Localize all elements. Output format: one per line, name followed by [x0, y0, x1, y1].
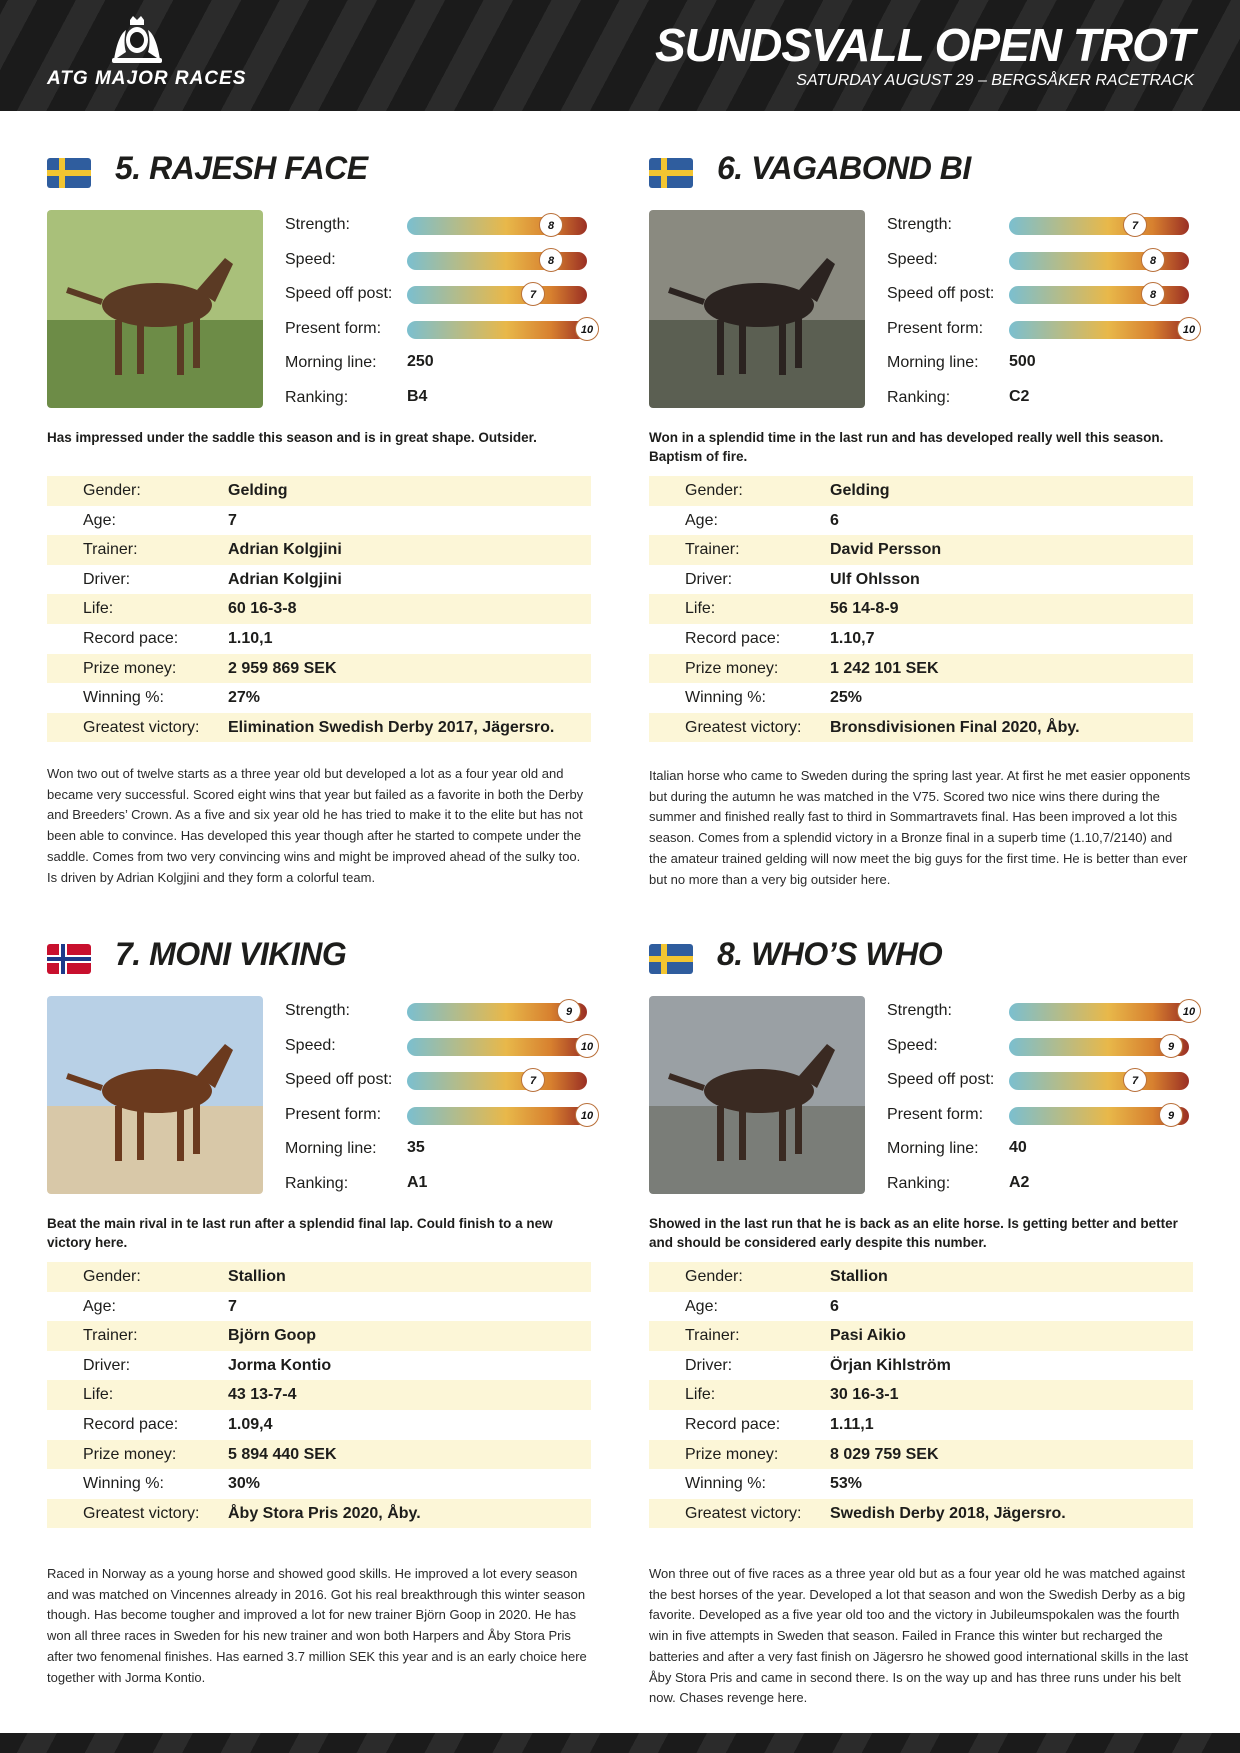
fact-value: 6	[830, 1297, 839, 1315]
fact-row-winning-pct	[47, 683, 591, 713]
horse-name-row	[47, 150, 591, 198]
fact-value: Björn Goop	[228, 1327, 316, 1345]
fact-label: Winning %:	[685, 1475, 766, 1493]
rating-label: Strength:	[887, 1002, 952, 1019]
rating-label: Present form:	[285, 1105, 382, 1123]
rating-bar	[1009, 1038, 1189, 1056]
fact-row-greatest-victory	[649, 1499, 1193, 1529]
fact-label: Gender:	[83, 482, 141, 499]
horse-name-row	[649, 936, 1193, 984]
fact-label: Prize money:	[83, 659, 177, 677]
fact-row-trainer	[649, 535, 1193, 565]
fact-value: 53%	[830, 1475, 863, 1493]
fact-value: 30%	[228, 1475, 261, 1493]
morning-line-value: 35	[407, 1139, 425, 1156]
fact-label: Greatest victory:	[685, 718, 802, 736]
fact-row-winning-pct	[649, 1469, 1193, 1499]
ranking-value: A2	[1009, 1173, 1030, 1191]
horse-summary: Has impressed under the saddle this season and is in great shape. Outsider.	[47, 430, 537, 445]
fact-label: Record pace:	[685, 629, 781, 647]
fact-value: 43 13-7-4	[228, 1386, 297, 1404]
fact-label: Age:	[685, 511, 718, 529]
fact-row-driver	[47, 565, 591, 595]
fact-row-greatest-victory	[649, 713, 1193, 743]
morning-line-label: Morning line:	[285, 354, 377, 371]
fact-row-age	[649, 506, 1193, 536]
rating-bar	[407, 217, 587, 235]
fact-row-record-pace	[649, 1410, 1193, 1440]
fact-label: Life:	[685, 1386, 716, 1404]
fact-label: Trainer:	[83, 1327, 138, 1345]
ratings-panel	[285, 996, 594, 1203]
fact-value: Stallion	[830, 1268, 888, 1285]
rating-bar	[407, 1107, 594, 1125]
fact-row-greatest-victory	[47, 713, 591, 743]
fact-row-record-pace	[649, 624, 1193, 654]
fact-value: 56 14-8-9	[830, 600, 899, 618]
fact-row-driver	[47, 1351, 591, 1381]
fact-label: Record pace:	[685, 1415, 781, 1433]
rating-label: Present form:	[887, 1105, 984, 1123]
fact-value: Bronsdivisionen Final 2020, Åby.	[830, 718, 1080, 736]
fact-value: 8 029 759 SEK	[830, 1445, 939, 1463]
fact-value: Adrian Kolgjini	[228, 570, 342, 588]
horse-summary: Won in a splendid time in the last run and has developed really well this season. Baptism of fire.	[649, 430, 1164, 464]
horse-description: Raced in Norway as a young horse and showed good skills. He improved a lot every season and was matched on Vincennes already in 2016. Got his real breakthrough this winter season though. Has become tougher and improved a lot for new trainer Björn Goop in 2020. He has won all three races in Sweden for his new trainer and won both Harpers and Åby Stora Pris after two fenomenal finishes. Has earned 3.7 million SEK this year and is an early choice here together with Jorma Kontio.	[47, 1566, 587, 1685]
page-header	[0, 0, 1240, 111]
rating-value: 10	[575, 1034, 599, 1058]
fact-label: Driver:	[685, 1356, 733, 1374]
fact-value: Swedish Derby 2018, Jägersro.	[830, 1504, 1066, 1522]
fact-label: Age:	[83, 1297, 116, 1315]
fact-row-age	[47, 506, 591, 536]
fact-value: 60 16-3-8	[228, 600, 297, 618]
ratings-panel	[887, 996, 1196, 1203]
horse-name: 5. RAJESH FACE	[115, 150, 368, 186]
fact-row-trainer	[47, 1321, 591, 1351]
rating-value: 10	[1177, 317, 1201, 341]
fact-value: 1 242 101 SEK	[830, 659, 939, 677]
fact-value: Stallion	[228, 1268, 286, 1285]
fact-row-record-pace	[47, 624, 591, 654]
fact-label: Life:	[83, 600, 114, 618]
fact-value: Åby Stora Pris 2020, Åby.	[228, 1504, 421, 1522]
horse-summary: Beat the main rival in te last run after a splendid final lap. Could finish to a new victory here.	[47, 1216, 553, 1250]
fact-label: Greatest victory:	[83, 718, 200, 736]
rating-label: Strength:	[285, 1002, 350, 1019]
event-title: SUNDSVALL OPEN TROT	[655, 19, 1194, 71]
rating-label: Speed off post:	[887, 1071, 995, 1088]
morning-line-value: 500	[1009, 353, 1036, 370]
ranking-label: Ranking:	[285, 1174, 349, 1192]
rating-bar	[407, 252, 587, 270]
morning-line-value: 250	[407, 353, 434, 370]
sweden-flag-icon	[649, 944, 693, 974]
rating-bar	[1009, 286, 1189, 304]
rating-bar	[1009, 321, 1196, 339]
fact-value: Pasi Aikio	[830, 1327, 906, 1345]
rating-speed-off-post	[285, 1065, 591, 1100]
fact-value: Gelding	[830, 482, 890, 499]
horse-summary: Showed in the last run that he is back as an elite horse. Is getting better and better and should be considered early despite this number.	[649, 1216, 1178, 1250]
rating-strength	[285, 210, 591, 245]
rating-speed	[285, 1031, 594, 1066]
fact-label: Prize money:	[685, 659, 779, 677]
rating-speed-off-post	[285, 279, 591, 314]
horse-description: Won three out of five races as a three year old but as a four year old he was matched against the best horses of the year. Developed a lot that season and won the Swedish Derby as a big favorite. Developed as a five year old too and the victory in Jubileumspokalen was the fourth win in five attempts in Sweden that season. Failed in France this winter but recharged the batteries and after a very fast finish on Jägersro he showed good international skills in the last Åby Stora Pris and came in second there. Is on the way up and has three runs under his belt now. Chases revenge here.	[649, 1566, 1189, 1706]
horse-name: 8. WHO’S WHO	[717, 936, 943, 972]
fact-label: Driver:	[83, 1356, 131, 1374]
rating-value: 9	[1159, 1034, 1183, 1058]
horse-name: 6. VAGABOND BI	[717, 150, 971, 186]
fact-label: Age:	[685, 1297, 718, 1315]
horse-name: 7. MONI VIKING	[115, 936, 347, 972]
fact-label: Age:	[83, 511, 116, 529]
rating-present-form	[285, 314, 594, 349]
fact-row-trainer	[649, 1321, 1193, 1351]
rating-label: Speed:	[285, 250, 336, 268]
rating-value: 8	[539, 213, 563, 237]
fact-value: 30 16-3-1	[830, 1386, 899, 1404]
rating-bar	[407, 1003, 587, 1021]
rating-strength	[887, 996, 1196, 1031]
fact-label: Greatest victory:	[83, 1504, 200, 1522]
morning-line-row	[285, 1134, 591, 1169]
fact-label: Gender:	[685, 1268, 743, 1285]
fact-value: 5 894 440 SEK	[228, 1445, 337, 1463]
rating-speed	[887, 245, 1193, 280]
ranking-label: Ranking:	[887, 1174, 951, 1192]
fact-row-prize-money	[649, 1440, 1193, 1470]
horse-facts-table	[47, 476, 591, 742]
rating-value: 8	[539, 248, 563, 272]
fact-value: Jorma Kontio	[228, 1356, 332, 1374]
rating-bar	[1009, 1072, 1189, 1090]
ranking-row	[887, 1169, 1193, 1204]
fact-value: 6	[830, 511, 839, 529]
morning-line-value: 40	[1009, 1139, 1027, 1156]
horse-name-row	[47, 936, 591, 984]
fact-value: David Persson	[830, 541, 942, 559]
fact-label: Prize money:	[83, 1445, 177, 1463]
fact-value: 25%	[830, 689, 863, 707]
rating-value: 7	[521, 282, 545, 306]
fact-value: Adrian Kolgjini	[228, 541, 342, 559]
fact-value: 2 959 869 SEK	[228, 659, 337, 677]
fact-row-prize-money	[47, 1440, 591, 1470]
rating-bar	[1009, 1107, 1189, 1125]
fact-row-gender	[649, 1262, 1193, 1292]
morning-line-row	[887, 1134, 1193, 1169]
rating-label: Speed:	[887, 250, 938, 268]
fact-row-age	[649, 1292, 1193, 1322]
rating-value: 7	[1123, 213, 1147, 237]
morning-line-label: Morning line:	[887, 1140, 979, 1157]
morning-line-label: Morning line:	[285, 1140, 377, 1157]
rating-present-form	[285, 1100, 594, 1135]
rating-label: Speed off post:	[285, 1071, 393, 1088]
rating-label: Present form:	[285, 319, 382, 337]
rating-speed-off-post	[887, 1065, 1193, 1100]
horse-photo	[649, 996, 865, 1194]
rating-value: 9	[1159, 1103, 1183, 1127]
rating-strength	[285, 996, 591, 1031]
fact-value: Örjan Kihlström	[830, 1356, 951, 1374]
horse-description: Won two out of twelve starts as a three year old but developed a lot as a four year old and became very successful. Scored eight wins that year but failed as a favorite in both the Derby and Breeders’ Crown. As a five and six year old he has tried to make it to the elite but has not been able to convince. Has developed this year though after he started to compete under the saddle. Comes from two very convincing wins and might be improved ahead of the sulky too. Is driven by Adrian Kolgjini and they form a colorful team.	[47, 766, 584, 885]
fact-row-winning-pct	[649, 683, 1193, 713]
rating-bar	[1009, 252, 1189, 270]
fact-row-greatest-victory	[47, 1499, 591, 1529]
fact-label: Winning %:	[83, 1475, 164, 1493]
footer-bar	[0, 1733, 1240, 1753]
horse-facts-table	[47, 1262, 591, 1528]
morning-line-row	[887, 348, 1193, 383]
ranking-row	[285, 383, 591, 418]
fact-label: Life:	[685, 600, 716, 618]
fact-value: Elimination Swedish Derby 2017, Jägersro.	[228, 718, 555, 736]
fact-value: 1.11,1	[830, 1415, 874, 1433]
fact-value: 1.10,1	[228, 629, 273, 647]
rating-label: Strength:	[285, 216, 350, 233]
morning-line-row	[285, 348, 591, 383]
ratings-panel	[285, 210, 594, 417]
event-subtitle: SATURDAY AUGUST 29 – BERGSÅKER RACETRACK	[796, 72, 1194, 89]
fact-row-life	[649, 594, 1193, 624]
logo-text: ATG MAJOR RACES	[47, 68, 247, 89]
fact-row-life	[649, 1380, 1193, 1410]
rating-label: Strength:	[887, 216, 952, 233]
norway-flag-icon	[47, 944, 91, 974]
sweden-flag-icon	[47, 158, 91, 188]
ranking-label: Ranking:	[285, 388, 349, 406]
rating-speed-off-post	[887, 279, 1193, 314]
rating-speed	[285, 245, 591, 280]
fact-label: Trainer:	[685, 1327, 740, 1345]
atg-logo	[47, 16, 247, 96]
ranking-row	[887, 383, 1193, 418]
fact-value: 1.09,4	[228, 1415, 273, 1433]
morning-line-label: Morning line:	[887, 354, 979, 371]
fact-row-gender	[47, 476, 591, 506]
rating-label: Speed:	[887, 1036, 938, 1054]
fact-row-gender	[649, 476, 1193, 506]
rating-bar	[1009, 217, 1189, 235]
rating-present-form	[887, 1100, 1193, 1135]
fact-value: 7	[228, 1297, 237, 1315]
fact-label: Greatest victory:	[685, 1504, 802, 1522]
fact-label: Record pace:	[83, 1415, 179, 1433]
fact-label: Life:	[83, 1386, 114, 1404]
rating-value: 10	[1177, 999, 1201, 1023]
rating-bar	[407, 1038, 594, 1056]
fact-row-prize-money	[47, 654, 591, 684]
rating-value: 8	[1141, 282, 1165, 306]
fact-row-record-pace	[47, 1410, 591, 1440]
horse-photo	[47, 996, 263, 1194]
horse-facts-table	[649, 476, 1193, 742]
fact-label: Driver:	[83, 570, 131, 588]
fact-row-life	[47, 594, 591, 624]
fact-row-winning-pct	[47, 1469, 591, 1499]
rating-value: 10	[575, 1103, 599, 1127]
fact-value: 7	[228, 511, 237, 529]
fact-row-gender	[47, 1262, 591, 1292]
rating-bar	[407, 321, 594, 339]
rating-value: 8	[1141, 248, 1165, 272]
fact-label: Driver:	[685, 570, 733, 588]
fact-value: 27%	[228, 689, 261, 707]
rating-strength	[887, 210, 1193, 245]
fact-value: Gelding	[228, 482, 288, 499]
rating-label: Present form:	[887, 319, 984, 337]
rating-value: 10	[575, 317, 599, 341]
fact-row-prize-money	[649, 654, 1193, 684]
ranking-row	[285, 1169, 591, 1204]
horse-photo	[649, 210, 865, 408]
fact-row-driver	[649, 1351, 1193, 1381]
rating-bar	[407, 286, 587, 304]
horse-description: Italian horse who came to Sweden during the spring last year. At first he met easier opponents but during the autumn he was matched in the V75. Scored two nice wins there during the summer and finished really fast to third in Sommartravets final. Has been improved a lot this season. Comes from a splendid victory in a Bronze final in a superb time (1.10,7/2140) and the amateur trained gelding will now meet the big guys for the first time. He is better than ever but no more than a very big outsider here.	[649, 768, 1191, 887]
fact-value: 1.10,7	[830, 629, 875, 647]
rating-bar	[407, 1072, 587, 1090]
rating-label: Speed:	[285, 1036, 336, 1054]
horse-name-row	[649, 150, 1193, 198]
fact-label: Trainer:	[83, 541, 138, 559]
fact-label: Winning %:	[83, 689, 164, 707]
fact-row-age	[47, 1292, 591, 1322]
fact-label: Gender:	[83, 1268, 141, 1285]
fact-row-life	[47, 1380, 591, 1410]
crown-crest-icon	[102, 16, 172, 66]
ranking-value: B4	[407, 387, 428, 405]
rating-present-form	[887, 314, 1196, 349]
fact-label: Winning %:	[685, 689, 766, 707]
rating-label: Speed off post:	[887, 285, 995, 302]
rating-value: 7	[521, 1068, 545, 1092]
ranking-value: C2	[1009, 387, 1030, 405]
fact-value: Ulf Ohlsson	[830, 570, 920, 588]
fact-label: Prize money:	[685, 1445, 779, 1463]
rating-value: 9	[557, 999, 581, 1023]
sweden-flag-icon	[649, 158, 693, 188]
fact-row-driver	[649, 565, 1193, 595]
rating-bar	[1009, 1003, 1196, 1021]
ranking-value: A1	[407, 1173, 428, 1191]
fact-label: Trainer:	[685, 541, 740, 559]
ratings-panel	[887, 210, 1196, 417]
rating-value: 7	[1123, 1068, 1147, 1092]
ranking-label: Ranking:	[887, 388, 951, 406]
fact-row-trainer	[47, 535, 591, 565]
rating-label: Speed off post:	[285, 285, 393, 302]
rating-speed	[887, 1031, 1193, 1066]
fact-label: Record pace:	[83, 629, 179, 647]
fact-label: Gender:	[685, 482, 743, 499]
horse-facts-table	[649, 1262, 1193, 1528]
horse-photo	[47, 210, 263, 408]
